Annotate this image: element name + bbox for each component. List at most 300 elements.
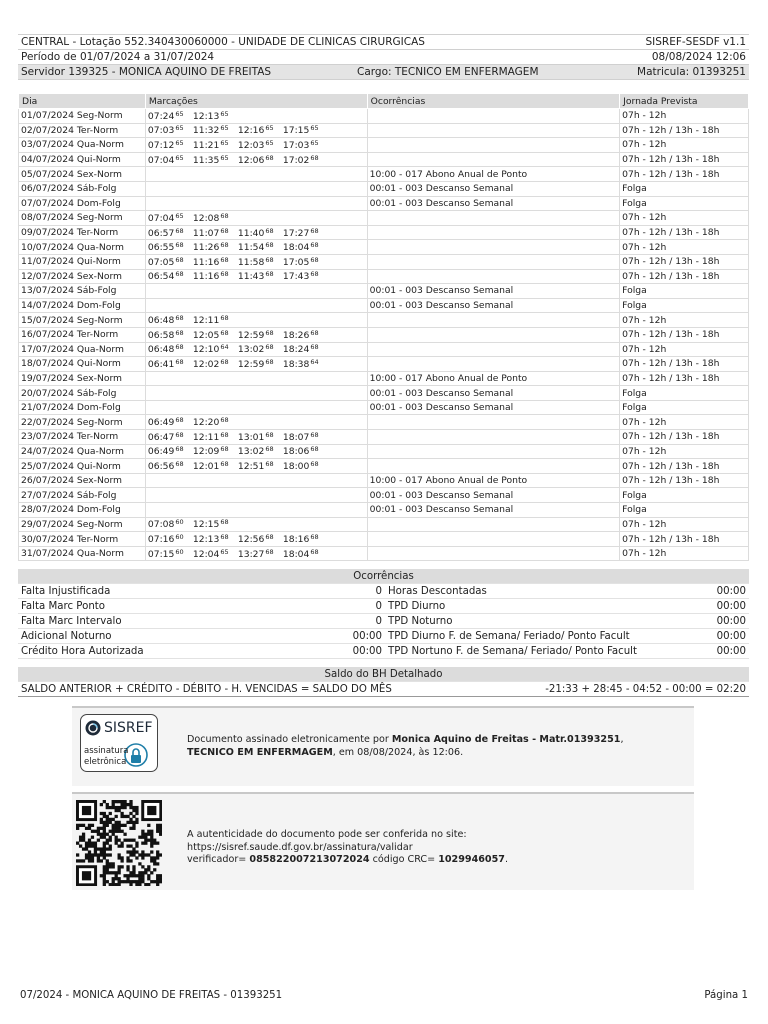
signature-text xyxy=(187,734,624,759)
day-cell: 14/07/2024 Dom-Folg xyxy=(19,298,146,313)
occ-value: 00:00 xyxy=(695,629,749,644)
time-mark xyxy=(193,314,238,326)
time-mark xyxy=(283,460,328,472)
schedule-cell: Folga xyxy=(620,400,749,415)
occurrence-cell xyxy=(367,342,619,357)
mark-code: 65 xyxy=(265,138,274,147)
schedule-cell: 07h - 12h xyxy=(620,415,749,430)
mark-code: 68 xyxy=(265,153,274,162)
day-cell: 23/07/2024 Ter-Norm xyxy=(19,430,146,445)
schedule-cell: 07h - 12h xyxy=(620,138,749,153)
mark-code: 68 xyxy=(220,416,229,425)
mark-code: 65 xyxy=(220,138,229,147)
schedule-cell: 07h - 12h xyxy=(620,517,749,532)
mark-time: 13:02 xyxy=(237,446,265,458)
mark-code: 68 xyxy=(310,533,319,542)
mark-time: 06:54 xyxy=(147,271,175,283)
mark-time: 12:10 xyxy=(192,344,220,356)
occ-label: Horas Descontadas xyxy=(385,584,695,599)
time-mark xyxy=(148,270,193,282)
mark-code: 65 xyxy=(310,124,319,133)
time-mark xyxy=(238,154,283,166)
time-mark xyxy=(193,241,238,253)
occurrence-cell: 00:01 - 003 Descanso Semanal xyxy=(367,284,619,299)
occurrence-cell xyxy=(367,211,619,226)
time-mark xyxy=(148,241,193,253)
mark-time: 06:49 xyxy=(147,446,175,458)
mark-time: 18:04 xyxy=(282,548,310,560)
attendance-row xyxy=(19,473,749,488)
schedule-cell: 07h - 12h / 13h - 18h xyxy=(620,430,749,445)
mark-time: 18:26 xyxy=(282,329,310,341)
attendance-table xyxy=(18,93,749,561)
marks-cell xyxy=(145,430,367,445)
attendance-header-row xyxy=(19,94,749,109)
day-cell: 29/07/2024 Seg-Norm xyxy=(19,517,146,532)
time-mark xyxy=(193,270,238,282)
day-cell: 11/07/2024 Qui-Norm xyxy=(19,254,146,269)
mark-time: 17:03 xyxy=(282,139,310,151)
marks-cell xyxy=(145,138,367,153)
time-mark xyxy=(148,343,193,355)
day-cell: 07/07/2024 Dom-Folg xyxy=(19,196,146,211)
time-mark xyxy=(283,343,328,355)
occurrence-cell xyxy=(367,546,619,561)
mark-time: 06:47 xyxy=(147,431,175,443)
day-cell: 18/07/2024 Qui-Norm xyxy=(19,357,146,372)
page-number: Página 1 xyxy=(704,990,748,1001)
mark-time: 07:03 xyxy=(147,125,175,137)
marks-cell xyxy=(145,459,367,474)
mark-code: 68 xyxy=(220,255,229,264)
time-mark xyxy=(193,533,238,545)
mark-time: 07:04 xyxy=(147,154,175,166)
marks-cell xyxy=(145,152,367,167)
mark-code: 68 xyxy=(220,357,229,366)
mark-code: 68 xyxy=(310,241,319,250)
balance-section xyxy=(18,667,749,697)
time-mark xyxy=(193,548,238,560)
time-mark xyxy=(193,416,238,428)
mark-time: 06:49 xyxy=(147,417,175,429)
time-mark xyxy=(238,358,283,370)
attendance-row xyxy=(19,109,749,124)
time-mark xyxy=(193,154,238,166)
mark-code: 68 xyxy=(220,211,229,220)
marks-cell xyxy=(145,444,367,459)
time-mark xyxy=(283,445,328,457)
crc-code: 1029946057 xyxy=(438,854,505,865)
mark-code: 65 xyxy=(175,138,184,147)
signer-name: Monica Aquino de Freitas - Matr.01393251 xyxy=(391,734,621,745)
mark-time: 06:57 xyxy=(147,227,175,239)
occurrence-cell: 10:00 - 017 Abono Anual de Ponto xyxy=(367,167,619,182)
mark-code: 68 xyxy=(175,445,184,454)
mark-code: 68 xyxy=(175,241,184,250)
attendance-row xyxy=(19,167,749,182)
occurrence-cell: 00:01 - 003 Descanso Semanal xyxy=(367,400,619,415)
occurrence-cell xyxy=(367,240,619,255)
day-cell: 09/07/2024 Ter-Norm xyxy=(19,225,146,240)
day-cell: 04/07/2024 Qui-Norm xyxy=(19,152,146,167)
col-occurrences: Ocorrências xyxy=(367,94,619,109)
mark-time: 18:07 xyxy=(282,431,310,443)
time-mark xyxy=(148,548,193,560)
time-mark xyxy=(238,460,283,472)
occurrence-cell xyxy=(367,517,619,532)
time-mark xyxy=(238,241,283,253)
time-mark xyxy=(238,256,283,268)
schedule-cell: 07h - 12h xyxy=(620,546,749,561)
schedule-cell: 07h - 12h xyxy=(620,109,749,124)
verification-url: https://sisref.saude.df.gov.br/assinatura/validar xyxy=(187,841,413,853)
day-cell: 12/07/2024 Sex-Norm xyxy=(19,269,146,284)
time-mark xyxy=(283,358,328,370)
time-mark xyxy=(193,329,238,341)
schedule-cell: 07h - 12h / 13h - 18h xyxy=(620,357,749,372)
attendance-row xyxy=(19,488,749,503)
attendance-row xyxy=(19,211,749,226)
time-mark xyxy=(148,212,193,224)
mark-code: 68 xyxy=(265,533,274,542)
mark-code: 68 xyxy=(265,241,274,250)
occurrence-cell xyxy=(367,444,619,459)
occurrence-cell xyxy=(367,430,619,445)
occurrence-summary-row xyxy=(18,629,749,644)
time-mark xyxy=(283,154,328,166)
mark-code: 68 xyxy=(220,241,229,250)
occurrence-summary-row xyxy=(18,599,749,614)
time-mark xyxy=(193,358,238,370)
mark-code: 68 xyxy=(175,430,184,439)
occ-value: 00:00 xyxy=(695,614,749,629)
occurrence-cell xyxy=(367,225,619,240)
occurrence-cell: 00:01 - 003 Descanso Semanal xyxy=(367,503,619,518)
occ-value: 00:00 xyxy=(343,629,385,644)
time-mark xyxy=(193,460,238,472)
mark-code: 65 xyxy=(310,138,319,147)
schedule-cell: 07h - 12h xyxy=(620,313,749,328)
qr-code-icon xyxy=(76,800,162,886)
occurrence-cell xyxy=(367,254,619,269)
mark-time: 07:04 xyxy=(147,212,175,224)
mark-time: 12:13 xyxy=(192,110,220,122)
mark-code: 64 xyxy=(220,343,229,352)
occurrence-cell xyxy=(367,138,619,153)
day-cell: 08/07/2024 Seg-Norm xyxy=(19,211,146,226)
marks-cell xyxy=(145,473,367,488)
attendance-row xyxy=(19,284,749,299)
mark-time: 11:16 xyxy=(192,256,220,268)
time-mark xyxy=(238,270,283,282)
occ-value: 0 xyxy=(343,599,385,614)
time-mark xyxy=(148,416,193,428)
sisref-logo-text: SISREF xyxy=(104,720,153,736)
mark-code: 68 xyxy=(310,270,319,279)
verification-end: . xyxy=(504,854,509,865)
time-mark xyxy=(238,329,283,341)
attendance-row xyxy=(19,546,749,561)
schedule-cell: Folga xyxy=(620,488,749,503)
occurrence-cell xyxy=(367,123,619,138)
occurrence-cell: 00:01 - 003 Descanso Semanal xyxy=(367,196,619,211)
time-mark xyxy=(193,212,238,224)
occ-label: Falta Marc Intervalo xyxy=(18,614,343,629)
marks-cell xyxy=(145,371,367,386)
col-marks: Marcações xyxy=(145,94,367,109)
mark-time: 12:56 xyxy=(237,534,265,546)
mark-code: 68 xyxy=(265,328,274,337)
day-cell: 24/07/2024 Qua-Norm xyxy=(19,444,146,459)
attendance-row xyxy=(19,123,749,138)
occ-value: 00:00 xyxy=(695,584,749,599)
mark-time: 17:15 xyxy=(282,125,310,137)
mark-code: 60 xyxy=(175,547,184,556)
mark-code: 68 xyxy=(265,343,274,352)
mark-time: 11:26 xyxy=(192,242,220,254)
marks-cell xyxy=(145,415,367,430)
mark-code: 65 xyxy=(175,109,184,118)
mark-code: 68 xyxy=(175,226,184,235)
mark-time: 11:43 xyxy=(237,271,265,283)
marks-cell xyxy=(145,123,367,138)
time-mark xyxy=(148,329,193,341)
schedule-cell: Folga xyxy=(620,298,749,313)
mark-time: 12:15 xyxy=(192,519,220,531)
mark-time: 06:55 xyxy=(147,242,175,254)
col-schedule: Jornada Prevista xyxy=(620,94,749,109)
mark-time: 12:59 xyxy=(237,358,265,370)
occ-value: 00:00 xyxy=(695,644,749,659)
mark-time: 07:15 xyxy=(147,548,175,560)
marks-cell xyxy=(145,313,367,328)
mark-code: 68 xyxy=(310,328,319,337)
mark-code: 68 xyxy=(310,343,319,352)
mark-time: 11:32 xyxy=(192,125,220,137)
footer-left: 07/2024 - MONICA AQUINO DE FREITAS - 01393251 xyxy=(20,990,283,1001)
mark-code: 68 xyxy=(220,533,229,542)
mark-time: 12:02 xyxy=(192,358,220,370)
generated-datetime: 08/08/2024 12:06 xyxy=(598,50,749,65)
occurrence-cell: 00:01 - 003 Descanso Semanal xyxy=(367,298,619,313)
day-cell: 19/07/2024 Sex-Norm xyxy=(19,371,146,386)
mark-time: 07:24 xyxy=(147,110,175,122)
day-cell: 15/07/2024 Seg-Norm xyxy=(19,313,146,328)
mark-time: 06:48 xyxy=(147,315,175,327)
mark-code: 65 xyxy=(175,124,184,133)
occurrence-cell xyxy=(367,109,619,124)
mark-time: 06:41 xyxy=(147,358,175,370)
day-cell: 03/07/2024 Qua-Norm xyxy=(19,138,146,153)
occurrence-cell xyxy=(367,357,619,372)
mark-code: 68 xyxy=(175,357,184,366)
marks-cell xyxy=(145,254,367,269)
time-mark xyxy=(283,533,328,545)
day-cell: 20/07/2024 Sáb-Folg xyxy=(19,386,146,401)
attendance-row xyxy=(19,298,749,313)
schedule-cell: 07h - 12h xyxy=(620,342,749,357)
day-cell: 10/07/2024 Qua-Norm xyxy=(19,240,146,255)
occurrence-summary-row xyxy=(18,584,749,599)
mark-time: 12:01 xyxy=(192,461,220,473)
time-mark xyxy=(193,256,238,268)
day-cell: 02/07/2024 Ter-Norm xyxy=(19,123,146,138)
attendance-row xyxy=(19,517,749,532)
attendance-row xyxy=(19,269,749,284)
day-cell: 17/07/2024 Qua-Norm xyxy=(19,342,146,357)
mark-code: 68 xyxy=(220,314,229,323)
day-cell: 31/07/2024 Qua-Norm xyxy=(19,546,146,561)
mark-code: 68 xyxy=(265,445,274,454)
crc-label: código CRC= xyxy=(369,854,439,865)
attendance-row xyxy=(19,371,749,386)
mark-time: 18:38 xyxy=(282,358,310,370)
mark-time: 17:27 xyxy=(282,227,310,239)
mark-time: 18:00 xyxy=(282,461,310,473)
mark-code: 68 xyxy=(175,460,184,469)
attendance-row xyxy=(19,386,749,401)
mark-time: 18:04 xyxy=(282,242,310,254)
time-mark xyxy=(283,139,328,151)
mark-time: 11:58 xyxy=(237,256,265,268)
mark-code: 68 xyxy=(220,460,229,469)
marks-cell xyxy=(145,357,367,372)
mark-code: 68 xyxy=(220,430,229,439)
day-cell: 30/07/2024 Ter-Norm xyxy=(19,532,146,547)
attendance-row xyxy=(19,240,749,255)
day-cell: 25/07/2024 Qui-Norm xyxy=(19,459,146,474)
day-cell: 05/07/2024 Sex-Norm xyxy=(19,167,146,182)
time-mark xyxy=(148,314,193,326)
marks-cell xyxy=(145,196,367,211)
time-mark xyxy=(148,154,193,166)
day-cell: 01/07/2024 Seg-Norm xyxy=(19,109,146,124)
mark-code: 68 xyxy=(310,255,319,264)
verifier-code: 085822007213072024 xyxy=(249,854,370,865)
occurrence-cell xyxy=(367,459,619,474)
time-mark xyxy=(283,270,328,282)
schedule-cell: 07h - 12h / 13h - 18h xyxy=(620,532,749,547)
time-mark xyxy=(148,110,193,122)
time-mark xyxy=(148,358,193,370)
mark-code: 68 xyxy=(220,328,229,337)
schedule-cell: 07h - 12h / 13h - 18h xyxy=(620,371,749,386)
time-mark xyxy=(148,124,193,136)
occ-value: 00:00 xyxy=(695,599,749,614)
mark-time: 11:54 xyxy=(237,242,265,254)
mark-time: 11:21 xyxy=(192,139,220,151)
signature-separator: , xyxy=(620,734,624,745)
time-mark xyxy=(238,533,283,545)
time-mark xyxy=(283,241,328,253)
schedule-cell: Folga xyxy=(620,284,749,299)
occurrence-cell xyxy=(367,532,619,547)
schedule-cell: 07h - 12h / 13h - 18h xyxy=(620,167,749,182)
schedule-cell: 07h - 12h / 13h - 18h xyxy=(620,152,749,167)
mark-time: 12:16 xyxy=(237,125,265,137)
mark-time: 13:27 xyxy=(237,548,265,560)
schedule-cell: 07h - 12h / 13h - 18h xyxy=(620,473,749,488)
occurrence-summary-row xyxy=(18,644,749,659)
mark-code: 68 xyxy=(265,226,274,235)
mark-time: 13:02 xyxy=(237,344,265,356)
marks-cell xyxy=(145,298,367,313)
mark-code: 68 xyxy=(220,270,229,279)
report-header xyxy=(18,34,749,65)
occ-label: Falta Injustificada xyxy=(18,584,343,599)
day-cell: 27/07/2024 Sáb-Folg xyxy=(19,488,146,503)
attendance-row xyxy=(19,313,749,328)
schedule-cell: Folga xyxy=(620,503,749,518)
signer-role: TECNICO EM ENFERMAGEM xyxy=(187,746,333,758)
attendance-row xyxy=(19,152,749,167)
marks-cell xyxy=(145,269,367,284)
mark-code: 68 xyxy=(310,153,319,162)
occ-label: Falta Marc Ponto xyxy=(18,599,343,614)
mark-time: 12:05 xyxy=(192,329,220,341)
time-mark xyxy=(148,256,193,268)
marks-cell xyxy=(145,181,367,196)
attendance-row xyxy=(19,532,749,547)
time-mark xyxy=(193,431,238,443)
mark-code: 68 xyxy=(265,357,274,366)
mark-code: 65 xyxy=(220,109,229,118)
mark-code: 68 xyxy=(265,547,274,556)
day-cell: 21/07/2024 Dom-Folg xyxy=(19,400,146,415)
schedule-cell: 07h - 12h / 13h - 18h xyxy=(620,269,749,284)
occ-value: 0 xyxy=(343,614,385,629)
day-cell: 22/07/2024 Seg-Norm xyxy=(19,415,146,430)
mark-code: 68 xyxy=(265,255,274,264)
schedule-cell: 07h - 12h / 13h - 18h xyxy=(620,459,749,474)
mark-time: 07:08 xyxy=(147,519,175,531)
time-mark xyxy=(283,431,328,443)
mark-time: 12:03 xyxy=(237,139,265,151)
mark-code: 68 xyxy=(220,445,229,454)
time-mark xyxy=(283,256,328,268)
schedule-cell: 07h - 12h / 13h - 18h xyxy=(620,123,749,138)
mark-code: 68 xyxy=(175,314,184,323)
time-mark xyxy=(148,533,193,545)
occurrence-cell: 00:01 - 003 Descanso Semanal xyxy=(367,386,619,401)
mark-time: 18:16 xyxy=(282,534,310,546)
balance-value: -21:33 + 28:45 - 04:52 - 00:00 = 02:20 xyxy=(490,682,749,697)
schedule-cell: Folga xyxy=(620,196,749,211)
time-mark xyxy=(148,431,193,443)
balance-title: Saldo do BH Detalhado xyxy=(18,667,749,682)
time-mark xyxy=(238,445,283,457)
time-mark xyxy=(238,139,283,151)
schedule-cell: 07h - 12h / 13h - 18h xyxy=(620,254,749,269)
mark-code: 68 xyxy=(175,328,184,337)
marks-cell xyxy=(145,327,367,342)
sisref-logo-sub2: eletrônica xyxy=(84,757,127,767)
attendance-row xyxy=(19,459,749,474)
time-mark xyxy=(193,227,238,239)
mark-code: 68 xyxy=(175,255,184,264)
verifier-label: verificador= xyxy=(187,854,250,865)
signature-box xyxy=(72,706,694,786)
sisref-seal xyxy=(80,714,158,772)
mark-time: 17:02 xyxy=(282,154,310,166)
mark-code: 65 xyxy=(175,211,184,220)
mark-time: 17:43 xyxy=(282,271,310,283)
mark-code: 68 xyxy=(220,226,229,235)
mark-time: 11:35 xyxy=(192,154,220,166)
time-mark xyxy=(193,110,238,122)
mark-code: 68 xyxy=(265,460,274,469)
mark-time: 11:40 xyxy=(237,227,265,239)
